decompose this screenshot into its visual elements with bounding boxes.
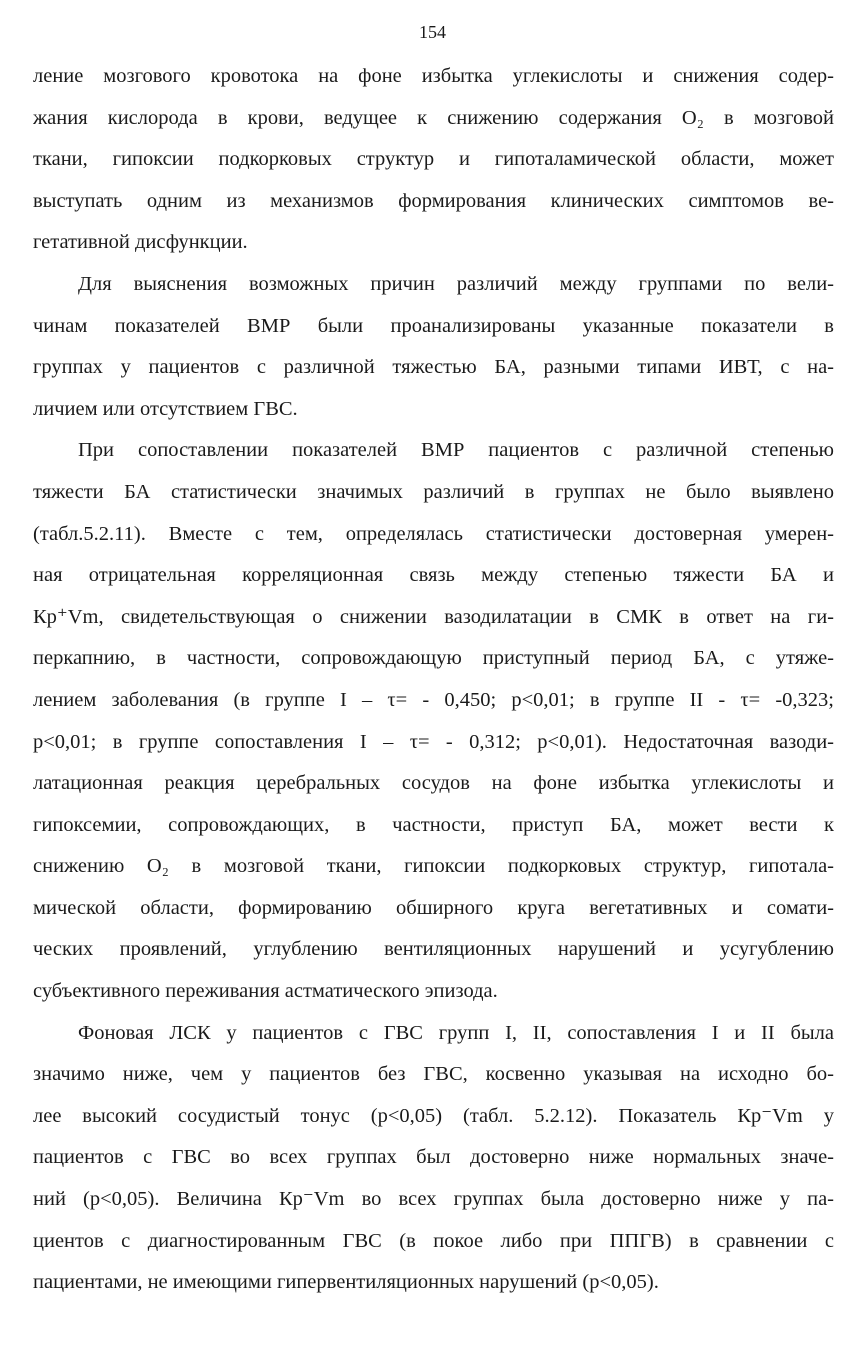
text-line: субъективного переживания астматического эпизода.	[33, 980, 498, 1003]
paragraph	[33, 56, 834, 264]
text-line: тяжести БА статистически значимых различий в группах не было выявлено	[33, 480, 834, 503]
text-line: циентов с диагностированным ГВС (в покое либо при ППГВ) в сравнении с	[33, 1229, 834, 1252]
text-line: чинам показателей ВМР были проанализированы указанные показатели в	[33, 314, 834, 337]
text-line: ческих проявлений, углублению вентиляционных нарушений и усугублению	[33, 938, 834, 961]
text-line: пациентами, не имеющими гипервентиляционных нарушений (p<0,05).	[33, 1271, 659, 1294]
text-line: (табл.5.2.11). Вместе с тем, определялась статистически достоверная умерен-	[33, 522, 834, 545]
text-line: Фоновая ЛСК у пациентов с ГВС групп I, II, сопоставления I и II была	[78, 1021, 834, 1044]
body-text	[33, 56, 834, 1304]
text-line: Кр⁺Vm, свидетельствующая о снижении вазодилатации в СМК в ответ на ги-	[33, 605, 834, 628]
text-line: ление мозгового кровотока на фоне избытка углекислоты и снижения содер-	[33, 65, 834, 87]
text-line: p<0,01; в группе сопоставления I – τ= - 0,312; p<0,01). Недостаточная вазоди-	[33, 730, 834, 753]
text-line: гетативной дисфункции.	[33, 231, 248, 254]
text-line: жания кислорода в крови, ведущее к снижению содержания O₂ в мозговой	[33, 106, 834, 129]
paragraph	[33, 1013, 834, 1304]
text-line: мической области, формированию обширного круга вегетативных и сомати-	[33, 896, 834, 919]
text-line: группах у пациентов с различной тяжестью БА, разными типами ИВТ, с на-	[33, 356, 834, 379]
text-line: латационная реакция церебральных сосудов на фоне избытка углекислоты и	[33, 772, 834, 795]
text-line: личием или отсутствием ГВС.	[33, 397, 298, 420]
text-line: выступать одним из механизмов формирования клинических симптомов ве-	[33, 189, 834, 212]
text-line: гипоксемии, сопровождающих, в частности, приступ БА, может вести к	[33, 813, 834, 836]
text-line: Для выяснения возможных причин различий между группами по вели-	[78, 272, 834, 295]
text-line: снижению O₂ в мозговой ткани, гипоксии подкорковых структур, гипотала-	[33, 855, 834, 878]
text-line: значимо ниже, чем у пациентов без ГВС, косвенно указывая на исходно бо-	[33, 1063, 834, 1086]
text-line: ная отрицательная корреляционная связь между степенью тяжести БА и	[33, 564, 834, 587]
text-line: ткани, гипоксии подкорковых структур и гипоталамической области, может	[33, 148, 834, 171]
text-line: лее высокий сосудистый тонус (p<0,05) (табл. 5.2.12). Показатель Кр⁻Vm у	[33, 1104, 834, 1127]
text-line: перкапнию, в частности, сопровождающую приступный период БА, с утяже-	[33, 647, 834, 670]
paragraph	[33, 430, 834, 1012]
text-line: При сопоставлении показателей ВМР пациентов с различной степенью	[78, 439, 834, 462]
paragraph	[33, 264, 834, 430]
page-number: 154	[419, 22, 446, 42]
text-line: пациентов с ГВС во всех группах был достоверно ниже нормальных значе-	[33, 1146, 834, 1169]
text-line: ний (p<0,05). Величина Кр⁻Vm во всех группах была достоверно ниже у па-	[33, 1188, 834, 1211]
text-line: лением заболевания (в группе I – τ= - 0,450; p<0,01; в группе II - τ= -0,323;	[33, 688, 834, 711]
